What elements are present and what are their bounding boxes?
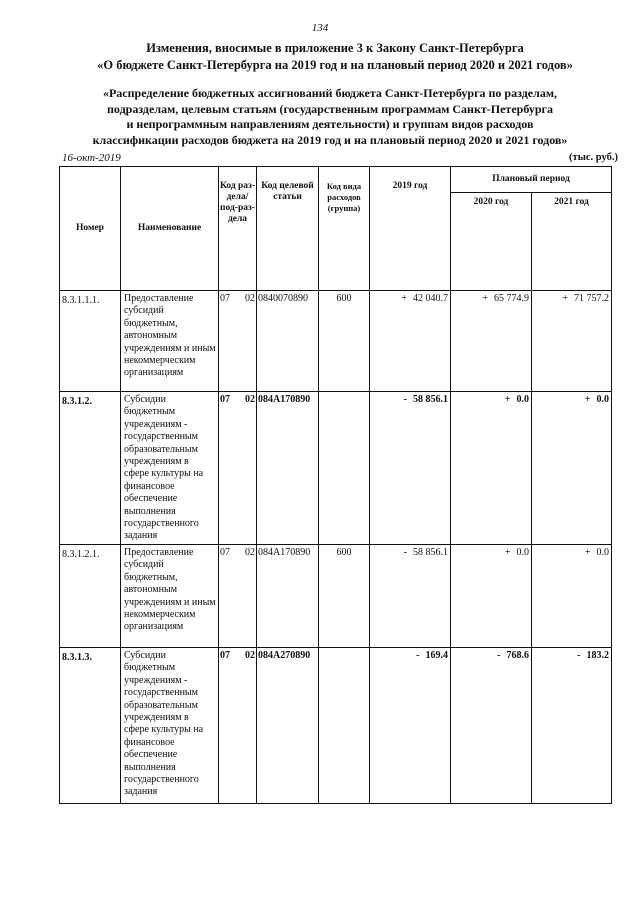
- podrazdel-code: 02: [245, 650, 255, 661]
- row-2019: [370, 648, 451, 804]
- razdel-code: 07: [220, 650, 230, 661]
- table-row: [60, 392, 612, 545]
- row-name: Субсидии бюджетным учреждениям - государственным образовательным учреждениям в сфере культуры на финансовое обеспечение выполнения государственного задания: [121, 648, 219, 804]
- value-2019: 58 856.1: [413, 394, 448, 405]
- header-target: Код целевой статьи: [257, 167, 319, 291]
- row-section: [219, 545, 257, 648]
- sign-2020: -: [497, 650, 501, 661]
- value-2021: 183.2: [586, 650, 609, 661]
- header-number: Номер: [60, 167, 121, 291]
- podrazdel-code: 02: [245, 547, 255, 558]
- value-2020: 0.0: [516, 394, 529, 405]
- subtitle-line-4: классификации расходов бюджета на 2019 год и на плановый период 2020 и 2021 годов»: [92, 132, 568, 147]
- row-2019: [370, 392, 451, 545]
- row-2020: [451, 392, 532, 545]
- row-group: 600: [319, 291, 370, 392]
- value-2020: 65 774.9: [494, 293, 529, 304]
- row-name: Предоставление субсидий бюджетным, автономным учреждениям и иным некоммерческим организациям: [121, 545, 219, 648]
- document-subtitle: [40, 86, 620, 148]
- units-label: (тыс. руб.): [569, 152, 618, 163]
- razdel-code: 07: [220, 293, 230, 304]
- row-2021: [532, 545, 612, 648]
- header-planned-period: Плановый период: [451, 167, 612, 193]
- row-number: 8.3.1.2.: [60, 392, 121, 545]
- sign-2020: +: [482, 293, 488, 304]
- row-name: Субсидии бюджетным учреждениям - государственным образовательным учреждениям в сфере культуры на финансовое обеспечение выполнения государственного задания: [121, 392, 219, 545]
- row-number: 8.3.1.1.1.: [60, 291, 121, 392]
- row-2021: [532, 392, 612, 545]
- header-2021: 2021 год: [532, 193, 612, 291]
- row-2020: [451, 291, 532, 392]
- title-line-1: Изменения, вносимые в приложение 3 к Закону Санкт-Петербурга: [146, 41, 524, 55]
- row-2019: [370, 291, 451, 392]
- sign-2019: -: [403, 547, 407, 558]
- header-2020: 2020 год: [451, 193, 532, 291]
- subtitle-line-2: подразделам, целевым статьям (государственным программам Санкт-Петербурга: [107, 101, 553, 116]
- razdel-code: 07: [220, 394, 230, 405]
- row-group: [319, 648, 370, 804]
- row-2021: [532, 291, 612, 392]
- sign-2021: +: [584, 547, 591, 558]
- row-2020: [451, 648, 532, 804]
- document-date: 16-окт-2019: [62, 152, 121, 164]
- value-2019: 58 856.1: [413, 547, 448, 558]
- sign-2021: +: [562, 293, 568, 304]
- value-2021: 71 757.2: [574, 293, 609, 304]
- sign-2021: -: [577, 650, 581, 661]
- budget-table: [59, 166, 612, 804]
- row-target: 084А270890: [257, 648, 319, 804]
- row-section: [219, 648, 257, 804]
- row-2019: [370, 545, 451, 648]
- row-section: [219, 392, 257, 545]
- subtitle-line-3: и непрограммным направлениям деятельности) и группам видов расходов: [126, 117, 534, 131]
- sign-2021: +: [584, 394, 591, 405]
- table-row: [60, 291, 612, 392]
- header-name: Наименование: [121, 167, 219, 291]
- value-2020: 768.6: [506, 650, 529, 661]
- row-group: [319, 392, 370, 545]
- sign-2019: +: [401, 293, 407, 304]
- value-2021: 0.0: [596, 394, 609, 405]
- row-target: 084А170890: [257, 392, 319, 545]
- header-section: Код раз-дела/ под-раз-дела: [219, 167, 257, 291]
- value-2019: 42 040.7: [413, 293, 448, 304]
- row-group: 600: [319, 545, 370, 648]
- subtitle-line-1: «Распределение бюджетных ассигнований бюджета Санкт-Петербурга по разделам,: [102, 86, 558, 100]
- row-section: [219, 291, 257, 392]
- row-target: 0840070890: [257, 291, 319, 392]
- row-2020: [451, 545, 532, 648]
- sign-2019: -: [416, 650, 420, 661]
- title-line-2: «О бюджете Санкт-Петербурга на 2019 год и на плановый период 2020 и 2021 годов»: [97, 58, 573, 72]
- value-2020: 0.0: [516, 547, 529, 558]
- table-row: [60, 545, 612, 648]
- value-2021: 0.0: [596, 547, 609, 558]
- row-number: 8.3.1.3.: [60, 648, 121, 804]
- razdel-code: 07: [220, 547, 230, 558]
- header-group: Код вида расходов (группа): [319, 167, 370, 291]
- sign-2020: +: [504, 547, 511, 558]
- page-number: 134: [311, 22, 329, 34]
- podrazdel-code: 02: [245, 394, 255, 405]
- table-row: [60, 648, 612, 804]
- value-2019: 169.4: [425, 650, 448, 661]
- row-number: 8.3.1.2.1.: [60, 545, 121, 648]
- row-name: Предоставление субсидий бюджетным, автономным учреждениям и иным некоммерческим организациям: [121, 291, 219, 392]
- podrazdel-code: 02: [245, 293, 255, 304]
- sign-2020: +: [504, 394, 511, 405]
- row-2021: [532, 648, 612, 804]
- header-2019: 2019 год: [370, 167, 451, 291]
- row-target: 084А170890: [257, 545, 319, 648]
- sign-2019: -: [403, 394, 407, 405]
- document-title: [40, 40, 630, 74]
